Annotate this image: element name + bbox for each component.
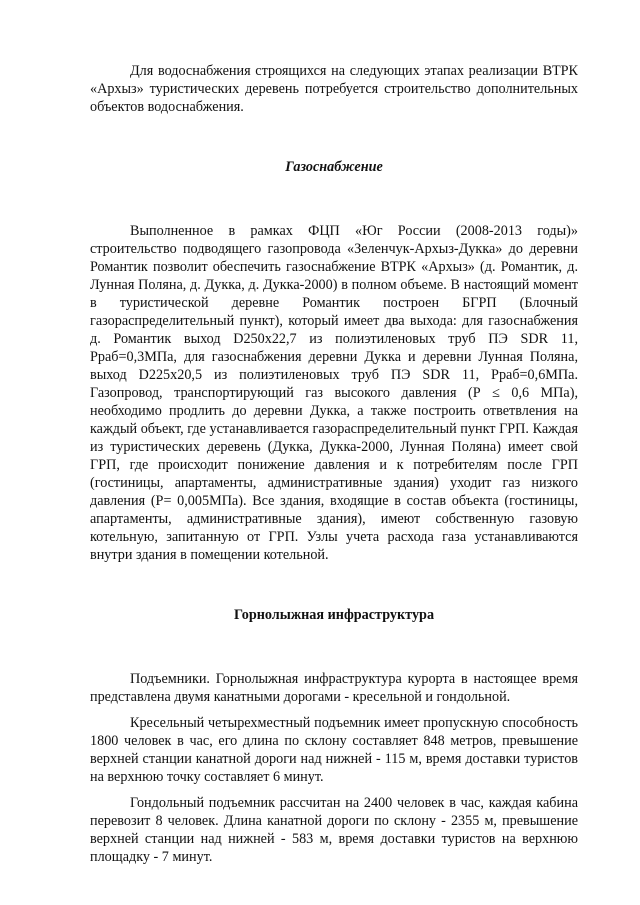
- spacer: [90, 116, 578, 158]
- paragraph-gas-supply: Выполненное в рамках ФЦП «Юг России (2008-2013 годы)» строительство подводящего газопровода «Зеленчук-Архыз-Дукка» до деревни Романтик позволит обеспечить газоснабжение ВТРК «Архыз» (д. Романтик, д. Лунная Поляна, д. Дукка, д. Дукка-2000) в полном объеме. В настоящий момент в туристической деревне Романтик построен БГРП (Блочный газораспределительный пункт), который имеет два выхода: для газоснабжения д. Романтик выход D250x22,7 из полиэтиленовых труб ПЭ SDR 11, Рраб=0,3МПа, для газоснабжения деревни Дукка и деревни Лунная Поляна, выход D225x20,5 из полиэтиленовых труб ПЭ SDR 11, Рраб=0,6МПа. Газопровод, транспортирующий газ высокого давления (Р ≤ 0,6 МПа), необходимо продлить до деревни Дукка, а также построить ответвления на каждый объект, где устанавливается газораспределительный пункт ГРП. Каждая из туристических деревень (Дукка, Дукка-2000, Лунная Поляна) имеет свой ГРП, где происходит понижение давления и к потребителям после ГРП (гостиницы, апартаменты, административные здания) уходит газ низкого давления (Р= 0,005МПа). Все здания, входящие в состав объекта (гостиницы, апартаменты, административные здания), имеют собственную газовую котельную, запитанную от ГРП. Узлы учета расхода газа устанавливаются внутри здания в помещении котельной.: [90, 223, 578, 563]
- heading-gas-supply: Газоснабжение: [285, 159, 383, 175]
- paragraph-chairlift: Кресельный четырехместный подъемник имеет пропускную способность 1800 человек в час, его длина по склону составляет 848 метров, превышение верхней станции канатной дороги над нижней - 115 м, время доставки туристов на верхнюю точку составляет 6 минут.: [90, 715, 578, 785]
- spacer: [90, 624, 578, 670]
- paragraph-lifts-intro: Подъемники. Горнолыжная инфраструктура курорта в настоящее время представлена двумя канатными дорогами - кресельной и гондольной.: [90, 671, 578, 705]
- spacer: [90, 176, 578, 222]
- spacer: [90, 786, 578, 794]
- spacer: [90, 706, 578, 714]
- paragraph-gondola: Гондольный подъемник рассчитан на 2400 человек в час, каждая кабина перевозит 8 человек. Длина канатной дороги по склону - 2355 м, превышение верхней станции над нижней - 583 м, время доставки туристов на верхнюю площадку - 7 минут.: [90, 795, 578, 865]
- document-page: [90, 62, 578, 866]
- spacer: [90, 564, 578, 606]
- heading-ski-infrastructure: Горнолыжная инфраструктура: [233, 607, 435, 623]
- paragraph-water-supply: Для водоснабжения строящихся на следующих этапах реализации ВТРК «Архыз» туристических деревень потребуется строительство дополнительных объектов водоснабжения.: [90, 63, 578, 115]
